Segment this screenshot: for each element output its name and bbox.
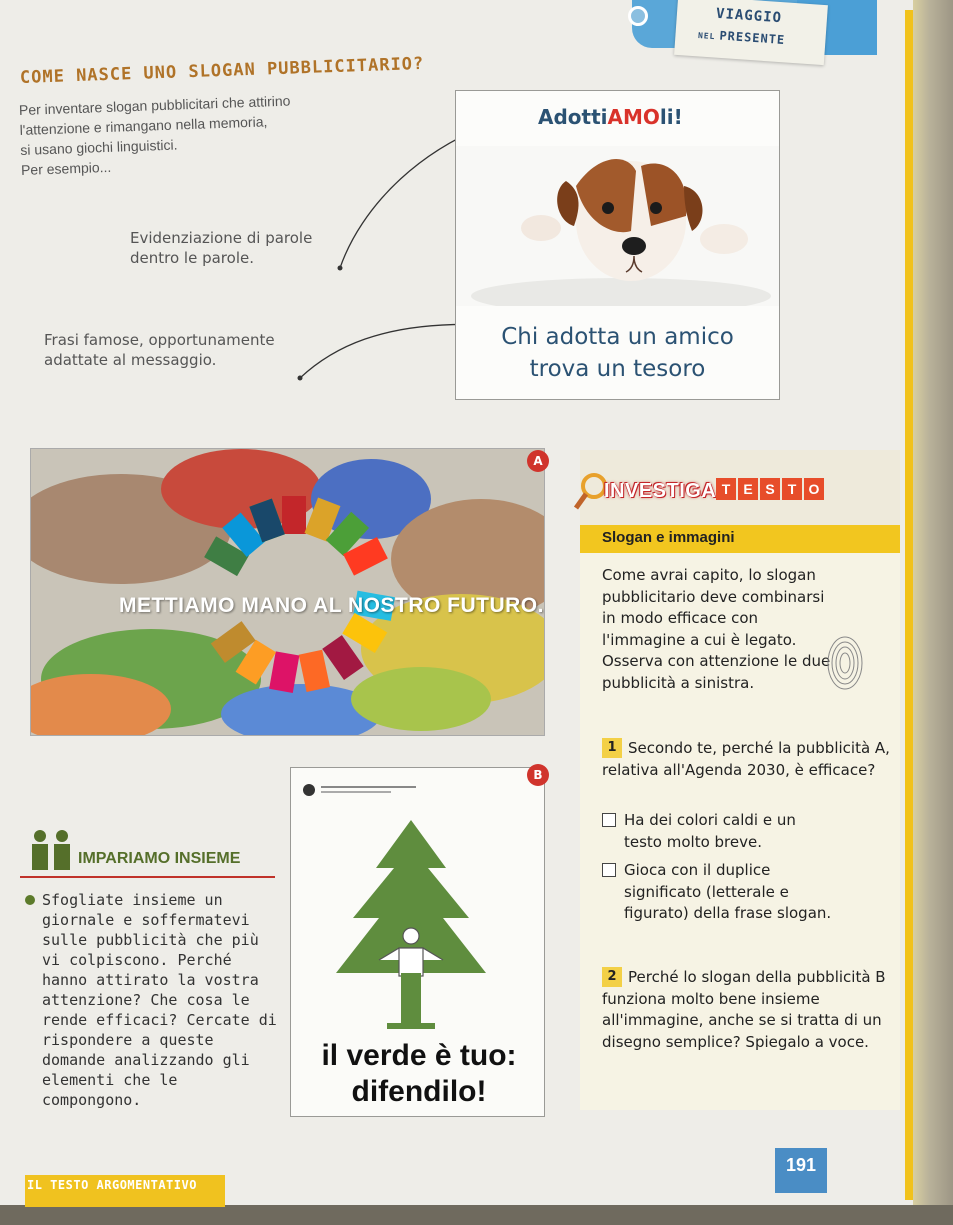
option-2[interactable]: Gioca con il duplice significato (letterale e figurato) della frase slogan.: [602, 860, 882, 925]
dog-ad-title: AdottiAMOli!: [538, 105, 683, 129]
ad-a-agenda-2030: [30, 448, 545, 736]
investiga-subtitle: Slogan e immagini: [602, 529, 735, 546]
ad-b-slogan: il verde è tuo: difendilo!: [321, 1039, 517, 1108]
ad-b-badge: B: [527, 764, 549, 786]
investiga-body: Come avrai capito, lo slogan pubblicitario deve combinarsi in modo efficace con l'immagine a cui è legato. Osserva con attenzione le due pubblicità a sinistra.: [602, 566, 831, 692]
impariamo-text: Sfogliate insieme un giornale e soffermatevi sulle pubblicità che più vi colpiscono. Perché hanno attirato la vostra attenzione? Che cosa le rende efficaci? Cercate di rispondere a queste domande analizzando gli elementi che le compongono.: [42, 891, 277, 1109]
puppy-image: [456, 146, 779, 306]
callout-famous-phrases: Frasi famose, opportunamente adattate al messaggio.: [44, 331, 275, 369]
checkbox[interactable]: [602, 863, 616, 877]
fingerprint-icon: [825, 633, 865, 693]
section-title: COME NASCE UNO SLOGAN PUBBLICITARIO?: [19, 53, 425, 88]
investiga-subtitle-bar: [580, 525, 900, 553]
ad-a-slogan: METTIAMO MANO AL NOSTRO FUTURO.: [119, 594, 544, 617]
checkbox[interactable]: [602, 813, 616, 827]
impariamo-divider: [20, 876, 275, 878]
question-2-number: 2: [602, 967, 622, 987]
question-1: 1 Secondo te, perché la pubblicità A, relativa all'Agenda 2030, è efficace?: [602, 739, 890, 779]
bullet-icon: [25, 895, 35, 905]
table-shadow: [0, 1205, 953, 1225]
option-1[interactable]: Ha dei colori caldi e un testo molto breve.: [602, 810, 882, 853]
investiga-header: [580, 450, 900, 525]
magnifier-icon: [574, 472, 608, 512]
ad-a-image: [31, 449, 545, 736]
intro-text: Per inventare slogan pubblicitari che attirino l'attenzione e rimangano nella memoria, si usano giochi linguistici. Per esempio...: [18, 92, 291, 178]
question-1-number: 1: [602, 738, 622, 758]
dog-adoption-ad: [455, 90, 780, 400]
page-number: 191: [775, 1148, 827, 1193]
header-line2: NEL PRESENTE: [697, 28, 786, 48]
callout-word-emphasis: Evidenziazione di parole dentro le parole.: [130, 229, 313, 267]
question-2: 2 Perché lo slogan della pubblicità B funziona molto bene insieme all'immagine, anche se si tratta di un disegno semplice? Spiegalo a voce.: [602, 968, 886, 1051]
testo-letter-boxes: T E S T O: [716, 478, 824, 500]
investiga-panel: [580, 450, 900, 1110]
group-people-icon: [28, 828, 76, 872]
chapter-header: [632, 0, 857, 70]
footer-label: IL TESTO ARGOMENTATIVO: [25, 1175, 225, 1207]
header-line1: VIAGGIO: [715, 5, 783, 27]
impariamo-title: IMPARIAMO INSIEME: [78, 850, 241, 867]
page-edge: [913, 0, 953, 1210]
investiga-title: INVESTIGA: [604, 480, 717, 502]
ad-b-green: [290, 767, 545, 1117]
ad-a-badge: A: [527, 450, 549, 472]
dog-ad-slogan: Chi adotta un amico trova un tesoro: [501, 324, 734, 382]
